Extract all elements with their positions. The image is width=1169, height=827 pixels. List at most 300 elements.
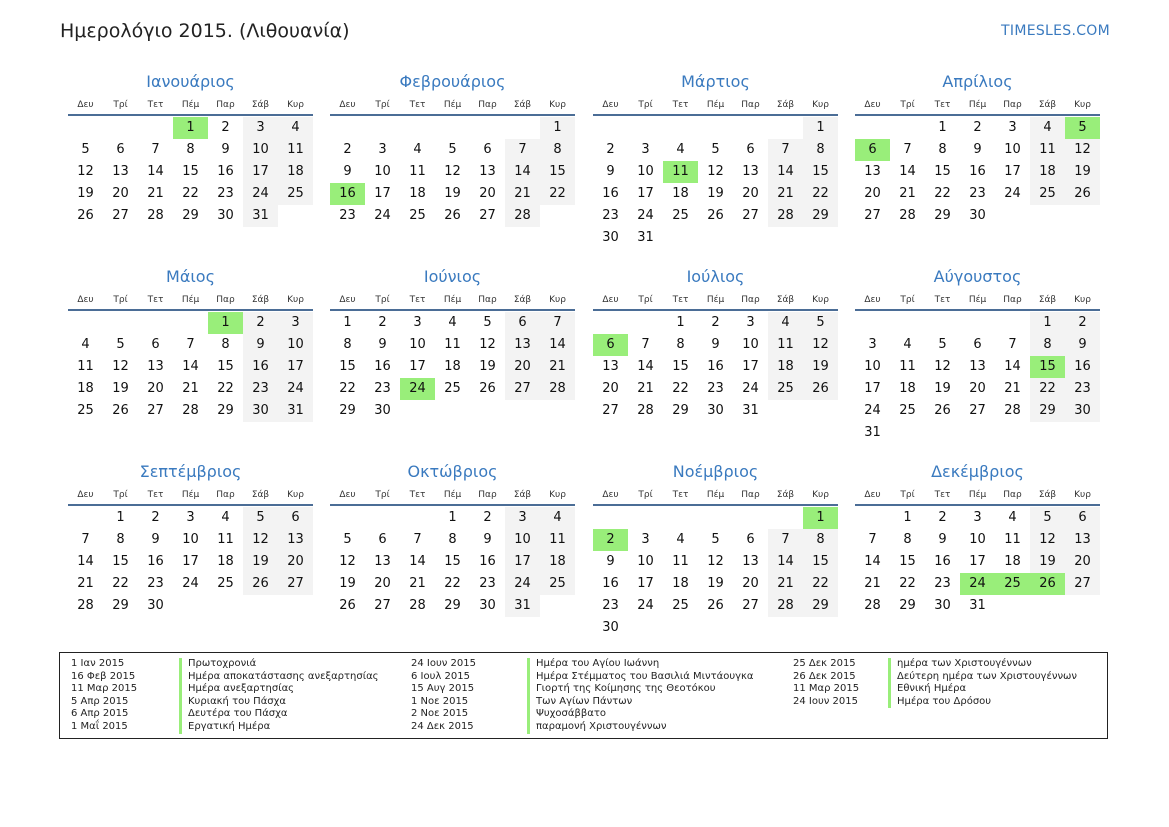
weekday-label: Κυρ: [1074, 295, 1091, 305]
legend-date: 25 Δεκ 2015: [793, 658, 856, 669]
day-cell: 3: [413, 315, 422, 330]
empty-cell: [68, 117, 103, 139]
day-cell: 25: [409, 208, 426, 223]
day-grid: [593, 507, 838, 639]
day-cell: 3: [641, 142, 650, 157]
weekday-header: [68, 97, 313, 116]
weekend-day-cell: 20: [505, 356, 540, 378]
weekday-label: Σάβ: [1038, 490, 1057, 500]
day-cell: 26: [77, 208, 94, 223]
day-cell: 10: [637, 164, 654, 179]
day-cell: 27: [479, 208, 496, 223]
day-cell: 2: [343, 142, 352, 157]
weekend-day-cell: 11: [768, 334, 803, 356]
day-cell: 15: [112, 554, 129, 569]
day-cell: 12: [112, 359, 129, 374]
day-cell: 17: [409, 359, 426, 374]
legend-date: 11 Μαρ 2015: [71, 683, 138, 695]
weekend-day-cell: 2: [1065, 312, 1100, 334]
day-grid: [330, 507, 575, 617]
day-cell: 23: [602, 598, 619, 613]
day-cell: 7: [1008, 337, 1017, 352]
day-cell: 13: [742, 554, 759, 569]
legend-holiday-name: Των Αγίων Πάντων: [527, 696, 754, 709]
legend-holiday-name: Ημέρα του Αγίου Ιωάννη: [527, 658, 754, 671]
month-name: Ιούλιος: [686, 267, 745, 286]
day-cell: 10: [182, 532, 199, 547]
day-grid: [855, 312, 1100, 444]
weekend-day-cell: 25: [1030, 183, 1065, 205]
day-cell: 19: [707, 576, 724, 591]
day-cell: 31: [969, 598, 986, 613]
day-cell: 17: [637, 186, 654, 201]
day-cell: 7: [868, 532, 877, 547]
day-cell: 24: [374, 208, 391, 223]
day-cell: 5: [343, 532, 352, 547]
day-cell: 29: [182, 208, 199, 223]
weekend-day-cell: 23: [243, 378, 278, 400]
day-cell: 17: [969, 554, 986, 569]
day-cell: 12: [479, 337, 496, 352]
day-cell: 18: [672, 576, 689, 591]
day-cell: 20: [969, 381, 986, 396]
weekday-label: Δευ: [602, 490, 619, 500]
weekend-day-cell: 27: [505, 378, 540, 400]
weekend-day-cell: 13: [278, 529, 313, 551]
legend-holiday-name: Ημέρα Στέμματος του Βασιλιά Μιντάουγκα: [527, 671, 754, 684]
day-cell: 22: [672, 381, 689, 396]
day-cell: 6: [746, 142, 755, 157]
weekend-day-cell: 7: [540, 312, 575, 334]
empty-cell: [890, 312, 925, 334]
weekday-label: Κυρ: [1074, 100, 1091, 110]
day-cell: 29: [112, 598, 129, 613]
weekend-day-cell: 21: [505, 183, 540, 205]
day-cell: 22: [112, 576, 129, 591]
day-grid: [68, 117, 313, 227]
weekday-label: Παρ: [216, 295, 235, 305]
day-grid: [330, 312, 575, 422]
month-name: Απρίλιος: [942, 72, 1013, 91]
legend-date: 1 Μαΐ 2015: [71, 720, 128, 732]
day-cell: 14: [147, 164, 164, 179]
day-cell: 21: [1004, 381, 1021, 396]
empty-cell: [138, 312, 173, 334]
day-grid: [68, 312, 313, 422]
day-cell: 5: [448, 142, 457, 157]
weekday-label: Τρί: [375, 295, 390, 305]
weekend-day-cell: 4: [1030, 117, 1065, 139]
day-cell: 20: [602, 381, 619, 396]
day-cell: 9: [938, 532, 947, 547]
day-cell: 12: [707, 554, 724, 569]
day-cell: 9: [606, 164, 615, 179]
weekend-day-cell: 28: [540, 378, 575, 400]
weekend-day-cell: 31: [278, 400, 313, 422]
empty-cell: [768, 507, 803, 529]
month-calendar: [68, 73, 313, 227]
day-cell: 15: [444, 554, 461, 569]
day-cell: 31: [864, 425, 881, 440]
weekday-label: Δευ: [77, 490, 94, 500]
month-calendar: [593, 268, 838, 422]
weekend-day-cell: 2: [243, 312, 278, 334]
day-cell: 10: [969, 532, 986, 547]
weekend-day-cell: 22: [803, 183, 838, 205]
empty-cell: [68, 507, 103, 529]
day-cell: 30: [934, 598, 951, 613]
weekend-day-cell: 31: [243, 205, 278, 227]
day-cell: 3: [973, 510, 982, 525]
empty-cell: [698, 117, 733, 139]
weekend-day-cell: 3: [505, 507, 540, 529]
weekend-day-cell: 21: [768, 573, 803, 595]
day-cell: 2: [711, 315, 720, 330]
day-cell: 2: [483, 510, 492, 525]
empty-cell: [505, 117, 540, 139]
weekend-day-cell: 5: [1030, 507, 1065, 529]
day-cell: 12: [444, 164, 461, 179]
weekday-label: Τρί: [113, 295, 128, 305]
legend-date: 15 Αυγ 2015: [411, 683, 475, 695]
month-calendar: [593, 463, 838, 639]
weekend-day-cell: 15: [803, 551, 838, 573]
day-grid: [68, 507, 313, 617]
weekday-label: Δευ: [339, 490, 356, 500]
weekend-day-cell: 8: [540, 139, 575, 161]
day-cell: 31: [637, 230, 654, 245]
weekend-day-cell: 1: [540, 117, 575, 139]
weekend-day-cell: 21: [540, 356, 575, 378]
day-cell: 26: [707, 598, 724, 613]
weekday-label: Δευ: [864, 490, 881, 500]
weekend-day-cell: 15: [540, 161, 575, 183]
weekday-label: Τρί: [375, 490, 390, 500]
day-cell: 9: [221, 142, 230, 157]
day-cell: 6: [116, 142, 125, 157]
weekend-day-cell: 14: [540, 334, 575, 356]
legend-date: 6 Ιουλ 2015: [411, 670, 470, 682]
day-cell: 7: [81, 532, 90, 547]
day-cell: 13: [742, 164, 759, 179]
day-cell: 8: [448, 532, 457, 547]
empty-cell: [768, 117, 803, 139]
month-calendar: [855, 268, 1100, 444]
day-cell: 17: [182, 554, 199, 569]
weekend-day-cell: 19: [1065, 161, 1100, 183]
weekday-label: Δευ: [602, 100, 619, 110]
weekend-day-cell: 21: [768, 183, 803, 205]
day-cell: 9: [606, 554, 615, 569]
weekend-day-cell: 19: [803, 356, 838, 378]
weekday-label: Παρ: [216, 100, 235, 110]
day-cell: 7: [151, 142, 160, 157]
day-grid: [593, 312, 838, 422]
day-cell: 20: [479, 186, 496, 201]
day-cell: 30: [479, 598, 496, 613]
weekend-day-cell: 18: [1030, 161, 1065, 183]
weekend-day-cell: 29: [803, 205, 838, 227]
weekday-header: [593, 292, 838, 311]
empty-cell: [855, 312, 890, 334]
weekday-header: [330, 487, 575, 506]
day-cell: 7: [413, 532, 422, 547]
day-cell: 19: [112, 381, 129, 396]
empty-cell: [995, 312, 1030, 334]
day-cell: 22: [217, 381, 234, 396]
day-cell: 17: [637, 576, 654, 591]
weekday-label: Κυρ: [549, 100, 566, 110]
day-cell: 20: [864, 186, 881, 201]
weekday-label: Δευ: [77, 295, 94, 305]
weekday-label: Παρ: [478, 295, 497, 305]
day-cell: 5: [711, 532, 720, 547]
weekday-label: Πέμ: [443, 100, 462, 110]
day-cell: 23: [339, 208, 356, 223]
weekday-label: Τρί: [375, 100, 390, 110]
day-cell: 18: [217, 554, 234, 569]
weekday-label: Δευ: [339, 100, 356, 110]
day-cell: 4: [1008, 510, 1017, 525]
day-cell: 21: [637, 381, 654, 396]
month-name: Μάρτιος: [681, 72, 750, 91]
empty-cell: [330, 117, 365, 139]
day-cell: 17: [864, 381, 881, 396]
weekday-label: Τρί: [638, 490, 653, 500]
day-cell: 16: [934, 554, 951, 569]
weekend-day-cell: 19: [1030, 551, 1065, 573]
day-cell: 6: [973, 337, 982, 352]
empty-cell: [628, 312, 663, 334]
weekday-label: Τετ: [934, 295, 951, 305]
weekend-day-cell: 3: [278, 312, 313, 334]
day-cell: 14: [77, 554, 94, 569]
legend-date: 6 Απρ 2015: [71, 708, 129, 720]
weekend-day-cell: 9: [1065, 334, 1100, 356]
weekend-day-cell: 24: [278, 378, 313, 400]
weekday-label: Παρ: [741, 295, 760, 305]
weekend-day-cell: 8: [1030, 334, 1065, 356]
weekend-day-cell: 17: [505, 551, 540, 573]
weekend-day-cell: 7: [768, 139, 803, 161]
day-cell: 18: [1004, 554, 1021, 569]
weekday-label: Κυρ: [812, 295, 829, 305]
weekday-label: Τετ: [672, 490, 689, 500]
empty-cell: [400, 507, 435, 529]
weekday-label: Σάβ: [776, 295, 795, 305]
day-cell: 5: [81, 142, 90, 157]
day-cell: 13: [969, 359, 986, 374]
month-name: Νοέμβριος: [672, 462, 759, 481]
day-cell: 15: [899, 554, 916, 569]
day-cell: 18: [77, 381, 94, 396]
weekend-day-cell: 6: [278, 507, 313, 529]
day-cell: 21: [77, 576, 94, 591]
empty-cell: [855, 117, 890, 139]
weekday-label: Σάβ: [251, 490, 270, 500]
day-cell: 29: [339, 403, 356, 418]
weekend-day-cell: 16: [243, 356, 278, 378]
day-cell: 23: [374, 381, 391, 396]
weekday-label: Τρί: [113, 490, 128, 500]
month-name: Ιανουάριος: [146, 72, 235, 91]
weekday-label: Πέμ: [443, 295, 462, 305]
day-grid: [855, 117, 1100, 227]
day-cell: 8: [116, 532, 125, 547]
legend-dates-col-1: [71, 658, 137, 734]
weekend-day-cell: 26: [803, 378, 838, 400]
day-cell: 13: [147, 359, 164, 374]
day-cell: 8: [343, 337, 352, 352]
empty-cell: [138, 117, 173, 139]
day-cell: 15: [339, 359, 356, 374]
empty-cell: [365, 117, 400, 139]
month-calendar: [68, 268, 313, 422]
day-cell: 8: [676, 337, 685, 352]
day-cell: 24: [182, 576, 199, 591]
weekday-label: Σάβ: [251, 295, 270, 305]
holiday-day-cell: 25: [995, 573, 1030, 595]
day-cell: 20: [112, 186, 129, 201]
day-cell: 16: [602, 576, 619, 591]
weekend-day-cell: 8: [803, 529, 838, 551]
legend-names-col-1: [179, 658, 379, 734]
day-cell: 25: [672, 598, 689, 613]
legend-date: 24 Ιουν 2015: [411, 658, 476, 669]
day-cell: 6: [151, 337, 160, 352]
day-cell: 27: [147, 403, 164, 418]
legend-date: 2 Νοε 2015: [411, 708, 469, 720]
weekend-day-cell: 18: [540, 551, 575, 573]
day-cell: 18: [409, 186, 426, 201]
day-cell: 25: [444, 381, 461, 396]
day-cell: 15: [934, 164, 951, 179]
day-cell: 13: [112, 164, 129, 179]
day-cell: 22: [899, 576, 916, 591]
day-cell: 3: [186, 510, 195, 525]
legend-date: 16 Φεβ 2015: [71, 670, 136, 682]
legend-holiday-name: Δευτέρα του Πάσχα: [179, 708, 379, 721]
day-cell: 21: [182, 381, 199, 396]
weekday-label: Πέμ: [706, 295, 725, 305]
day-cell: 15: [672, 359, 689, 374]
empty-cell: [733, 507, 768, 529]
legend-holiday-name: Κυριακή του Πάσχα: [179, 696, 379, 709]
weekend-day-cell: 25: [768, 378, 803, 400]
day-cell: 11: [409, 164, 426, 179]
empty-cell: [855, 507, 890, 529]
weekend-day-cell: 1: [803, 117, 838, 139]
day-cell: 25: [672, 208, 689, 223]
weekday-label: Δευ: [77, 100, 94, 110]
day-cell: 23: [969, 186, 986, 201]
day-cell: 22: [182, 186, 199, 201]
weekday-label: Τρί: [638, 295, 653, 305]
empty-cell: [365, 507, 400, 529]
weekend-day-cell: 17: [278, 356, 313, 378]
empty-cell: [435, 117, 470, 139]
weekend-day-cell: 17: [243, 161, 278, 183]
weekday-label: Πέμ: [968, 100, 987, 110]
legend-names-col-2: [527, 658, 754, 734]
day-cell: 21: [147, 186, 164, 201]
weekday-label: Κυρ: [549, 490, 566, 500]
day-cell: 28: [147, 208, 164, 223]
day-cell: 14: [182, 359, 199, 374]
day-cell: 21: [899, 186, 916, 201]
day-cell: 7: [903, 142, 912, 157]
weekend-day-cell: 20: [1065, 551, 1100, 573]
weekend-day-cell: 30: [243, 400, 278, 422]
weekend-day-cell: 24: [243, 183, 278, 205]
weekday-label: Παρ: [1003, 295, 1022, 305]
weekend-day-cell: 11: [1030, 139, 1065, 161]
holiday-day-cell: 24: [960, 573, 995, 595]
weekday-label: Κυρ: [287, 295, 304, 305]
weekend-day-cell: 14: [768, 551, 803, 573]
weekend-day-cell: 27: [278, 573, 313, 595]
legend-date: 11 Μαρ 2015: [793, 683, 860, 695]
weekend-day-cell: 9: [243, 334, 278, 356]
weekend-day-cell: 29: [803, 595, 838, 617]
weekday-header: [855, 487, 1100, 506]
weekday-label: Δευ: [339, 295, 356, 305]
day-cell: 28: [1004, 403, 1021, 418]
weekday-label: Δευ: [864, 100, 881, 110]
holiday-day-cell: 5: [1065, 117, 1100, 139]
site-link[interactable]: TIMESLES.COM: [1001, 23, 1110, 39]
day-cell: 9: [378, 337, 387, 352]
empty-cell: [628, 507, 663, 529]
day-cell: 22: [339, 381, 356, 396]
day-cell: 2: [151, 510, 160, 525]
empty-cell: [960, 312, 995, 334]
day-cell: 26: [707, 208, 724, 223]
day-cell: 30: [147, 598, 164, 613]
weekend-day-cell: 28: [768, 595, 803, 617]
day-cell: 30: [217, 208, 234, 223]
day-cell: 13: [602, 359, 619, 374]
day-cell: 16: [374, 359, 391, 374]
day-cell: 26: [112, 403, 129, 418]
weekday-label: Τρί: [900, 100, 915, 110]
day-cell: 28: [864, 598, 881, 613]
weekday-header: [855, 292, 1100, 311]
weekend-day-cell: 13: [1065, 529, 1100, 551]
weekend-day-cell: 10: [243, 139, 278, 161]
day-cell: 5: [711, 142, 720, 157]
weekday-label: Παρ: [478, 490, 497, 500]
day-cell: 2: [606, 142, 615, 157]
holiday-day-cell: 11: [663, 161, 698, 183]
weekend-day-cell: 22: [803, 573, 838, 595]
day-cell: 9: [711, 337, 720, 352]
day-cell: 17: [374, 186, 391, 201]
legend-holiday-name: ημέρα των Χριστουγέννων: [888, 658, 1077, 671]
day-cell: 29: [672, 403, 689, 418]
day-cell: 16: [147, 554, 164, 569]
day-cell: 3: [641, 532, 650, 547]
weekend-day-cell: 16: [1065, 356, 1100, 378]
day-cell: 19: [339, 576, 356, 591]
month-name: Σεπτέμβριος: [139, 462, 242, 481]
weekday-header: [330, 292, 575, 311]
weekday-label: Παρ: [741, 490, 760, 500]
day-cell: 1: [938, 120, 947, 135]
legend-holiday-name: παραμονή Χριστουγέννων: [527, 721, 754, 734]
weekend-day-cell: 6: [505, 312, 540, 334]
weekday-label: Σάβ: [513, 295, 532, 305]
